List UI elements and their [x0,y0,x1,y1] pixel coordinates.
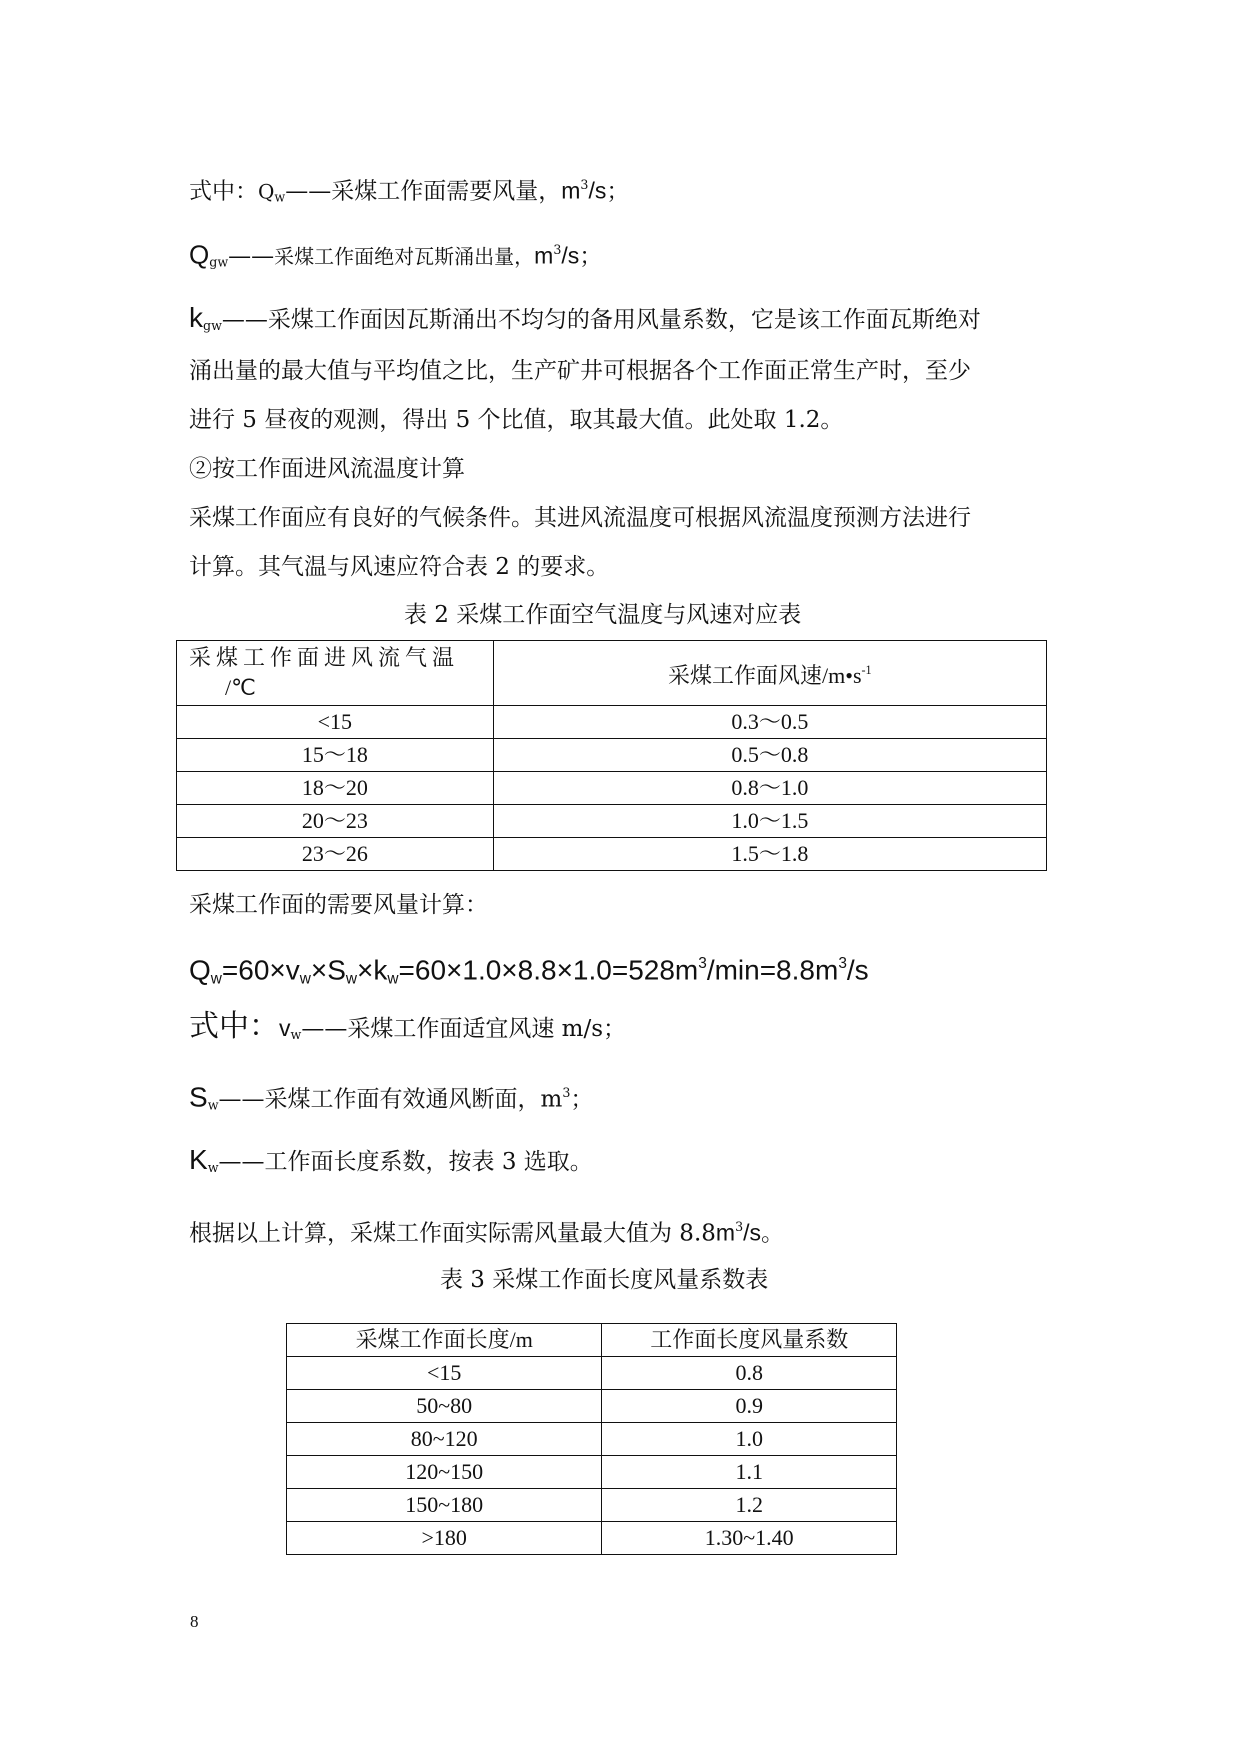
table-cell: 15～18 [177,739,494,772]
definition-text: ——采煤工作面因瓦斯涌出不均匀的备用风量系数，它是该工作面瓦斯绝对 [221,307,981,333]
table-cell: 0.5～0.8 [493,739,1046,772]
formula-part: =60×v [221,954,300,986]
table-cell: 50~80 [287,1390,602,1423]
superscript: 3 [838,955,847,972]
table-cell: 0.9 [602,1390,897,1423]
formula-part: ×k [357,954,388,986]
definition-text: ——工作面长度系数，按表 3 选取。 [218,1149,593,1175]
table-cell: 80~120 [287,1423,602,1456]
paragraph-line: 计算。其气温与风速应符合表 2 的要求。 [189,554,610,580]
definition-kw [189,1145,593,1183]
table-cell: 1.30~1.40 [602,1522,897,1555]
paragraph-line: 采煤工作面的需要风量计算： [189,892,488,918]
unit: m [715,1219,736,1246]
table-cell: 0.8 [602,1357,897,1390]
unit-tail: /s； [561,242,603,269]
table-header-cell [493,641,1046,706]
section-heading: ②按工作面进风流温度计算 [189,456,465,482]
conclusion-line [189,1212,784,1248]
table-row [177,772,1047,805]
lead-text: 式中： [189,1009,279,1044]
subscript: gw [209,254,229,270]
superscript: 3 [580,177,589,192]
text-tail: ； [570,1086,594,1113]
table-cell: 150~180 [287,1489,602,1522]
table-cell: 18～20 [177,772,494,805]
unit: m [534,242,554,269]
formula-part: /s [846,954,869,986]
superscript: 3 [553,242,562,257]
definition-qgw [189,235,602,278]
definition-text: ——采煤工作面适宜风速 m/s； [301,1016,627,1042]
subscript: w [299,970,311,988]
table-cell: 20～23 [177,805,494,838]
formula-part: ×S [310,954,346,986]
subscript: gw [203,318,222,334]
table-row [177,706,1047,739]
paragraph-line: 涌出量的最大值与平均值之比，生产矿井可根据各个工作面正常生产时，至少 [189,358,971,384]
table-header-row [287,1324,897,1357]
formula [189,945,869,998]
table-row [177,838,1047,871]
variable: S [189,1081,208,1113]
header-text: 采煤工作面进风流气温 [189,645,460,670]
superscript: 3 [562,1085,571,1100]
variable: Q [258,179,275,204]
variable: Q [189,239,210,270]
table-cell: 1.0 [602,1423,897,1456]
table-row [177,805,1047,838]
table-header-row [177,641,1047,706]
paragraph-line: 采煤工作面应有良好的气候条件。其进风流温度可根据风流温度预测方法进行 [189,505,971,531]
table-header-cell [177,641,494,706]
header-unit: /℃ [225,675,256,700]
unit-tail: /s。 [743,1219,784,1246]
definition-text: 采煤工作面绝对瓦斯涌出量， [274,244,535,269]
table-row [287,1489,897,1522]
table-row [287,1390,897,1423]
formula-part: /min=8.8m [706,954,839,986]
definition-text: ——采煤工作面需要风量， [285,178,562,205]
table-cell: 1.2 [602,1489,897,1522]
unit-tail: /s； [588,177,630,204]
table-header-cell: 工作面长度风量系数 [602,1324,897,1357]
definition-text: ——采煤工作面有效通风断面，m [218,1086,563,1113]
subscript: w [207,1097,219,1113]
page-number: 8 [190,1612,199,1631]
lead-text: 式中： [189,178,258,205]
variable: K [189,1144,208,1175]
table-cell: 0.3～0.5 [493,706,1046,739]
table-cell: 1.1 [602,1456,897,1489]
table-cell: <15 [177,706,494,739]
conclusion-text: 根据以上计算，采煤工作面实际需风量最大值为 8.8 [189,1220,716,1247]
table-cell: 120~150 [287,1456,602,1489]
subscript: w [210,970,222,988]
table-header-cell: 采煤工作面长度/m [287,1324,602,1357]
table-cell: 23～26 [177,838,494,871]
table-row [287,1456,897,1489]
table-row [287,1522,897,1555]
table2 [176,640,1047,871]
superscript: -1 [861,662,872,677]
definition-qw [189,170,629,213]
variable: k [189,302,203,333]
table-row [287,1423,897,1456]
dash: —— [228,243,275,270]
table-row [177,739,1047,772]
superscript: 3 [698,955,707,972]
subscript: w [290,1027,302,1043]
subscript: w [207,1160,219,1176]
subscript: w [345,970,358,988]
definition-vw [189,1009,627,1050]
table3-caption: 表 3 采煤工作面长度风量系数表 [440,1267,769,1293]
table-cell: <15 [287,1357,602,1390]
table3 [286,1323,897,1555]
subscript: w [387,970,399,988]
header-text: 采煤工作面风速/m•s [668,663,862,689]
table-cell: 1.0～1.5 [493,805,1046,838]
formula-part: Q [189,954,211,986]
formula-part: =60×1.0×8.8×1.0=528m [398,954,699,986]
paragraph-line: 进行 5 昼夜的观测，得出 5 个比值，取其最大值。此处取 1.2。 [189,407,844,433]
definition-kgw [189,303,981,341]
variable: v [279,1015,291,1041]
table-cell: >180 [287,1522,602,1555]
subscript: w [274,189,286,205]
superscript: 3 [735,1219,744,1234]
unit: m [561,177,581,204]
table-cell: 0.8～1.0 [493,772,1046,805]
table2-caption: 表 2 采煤工作面空气温度与风速对应表 [404,602,802,628]
table-cell: 1.5～1.8 [493,838,1046,871]
table-row [287,1357,897,1390]
definition-sw [189,1078,593,1121]
